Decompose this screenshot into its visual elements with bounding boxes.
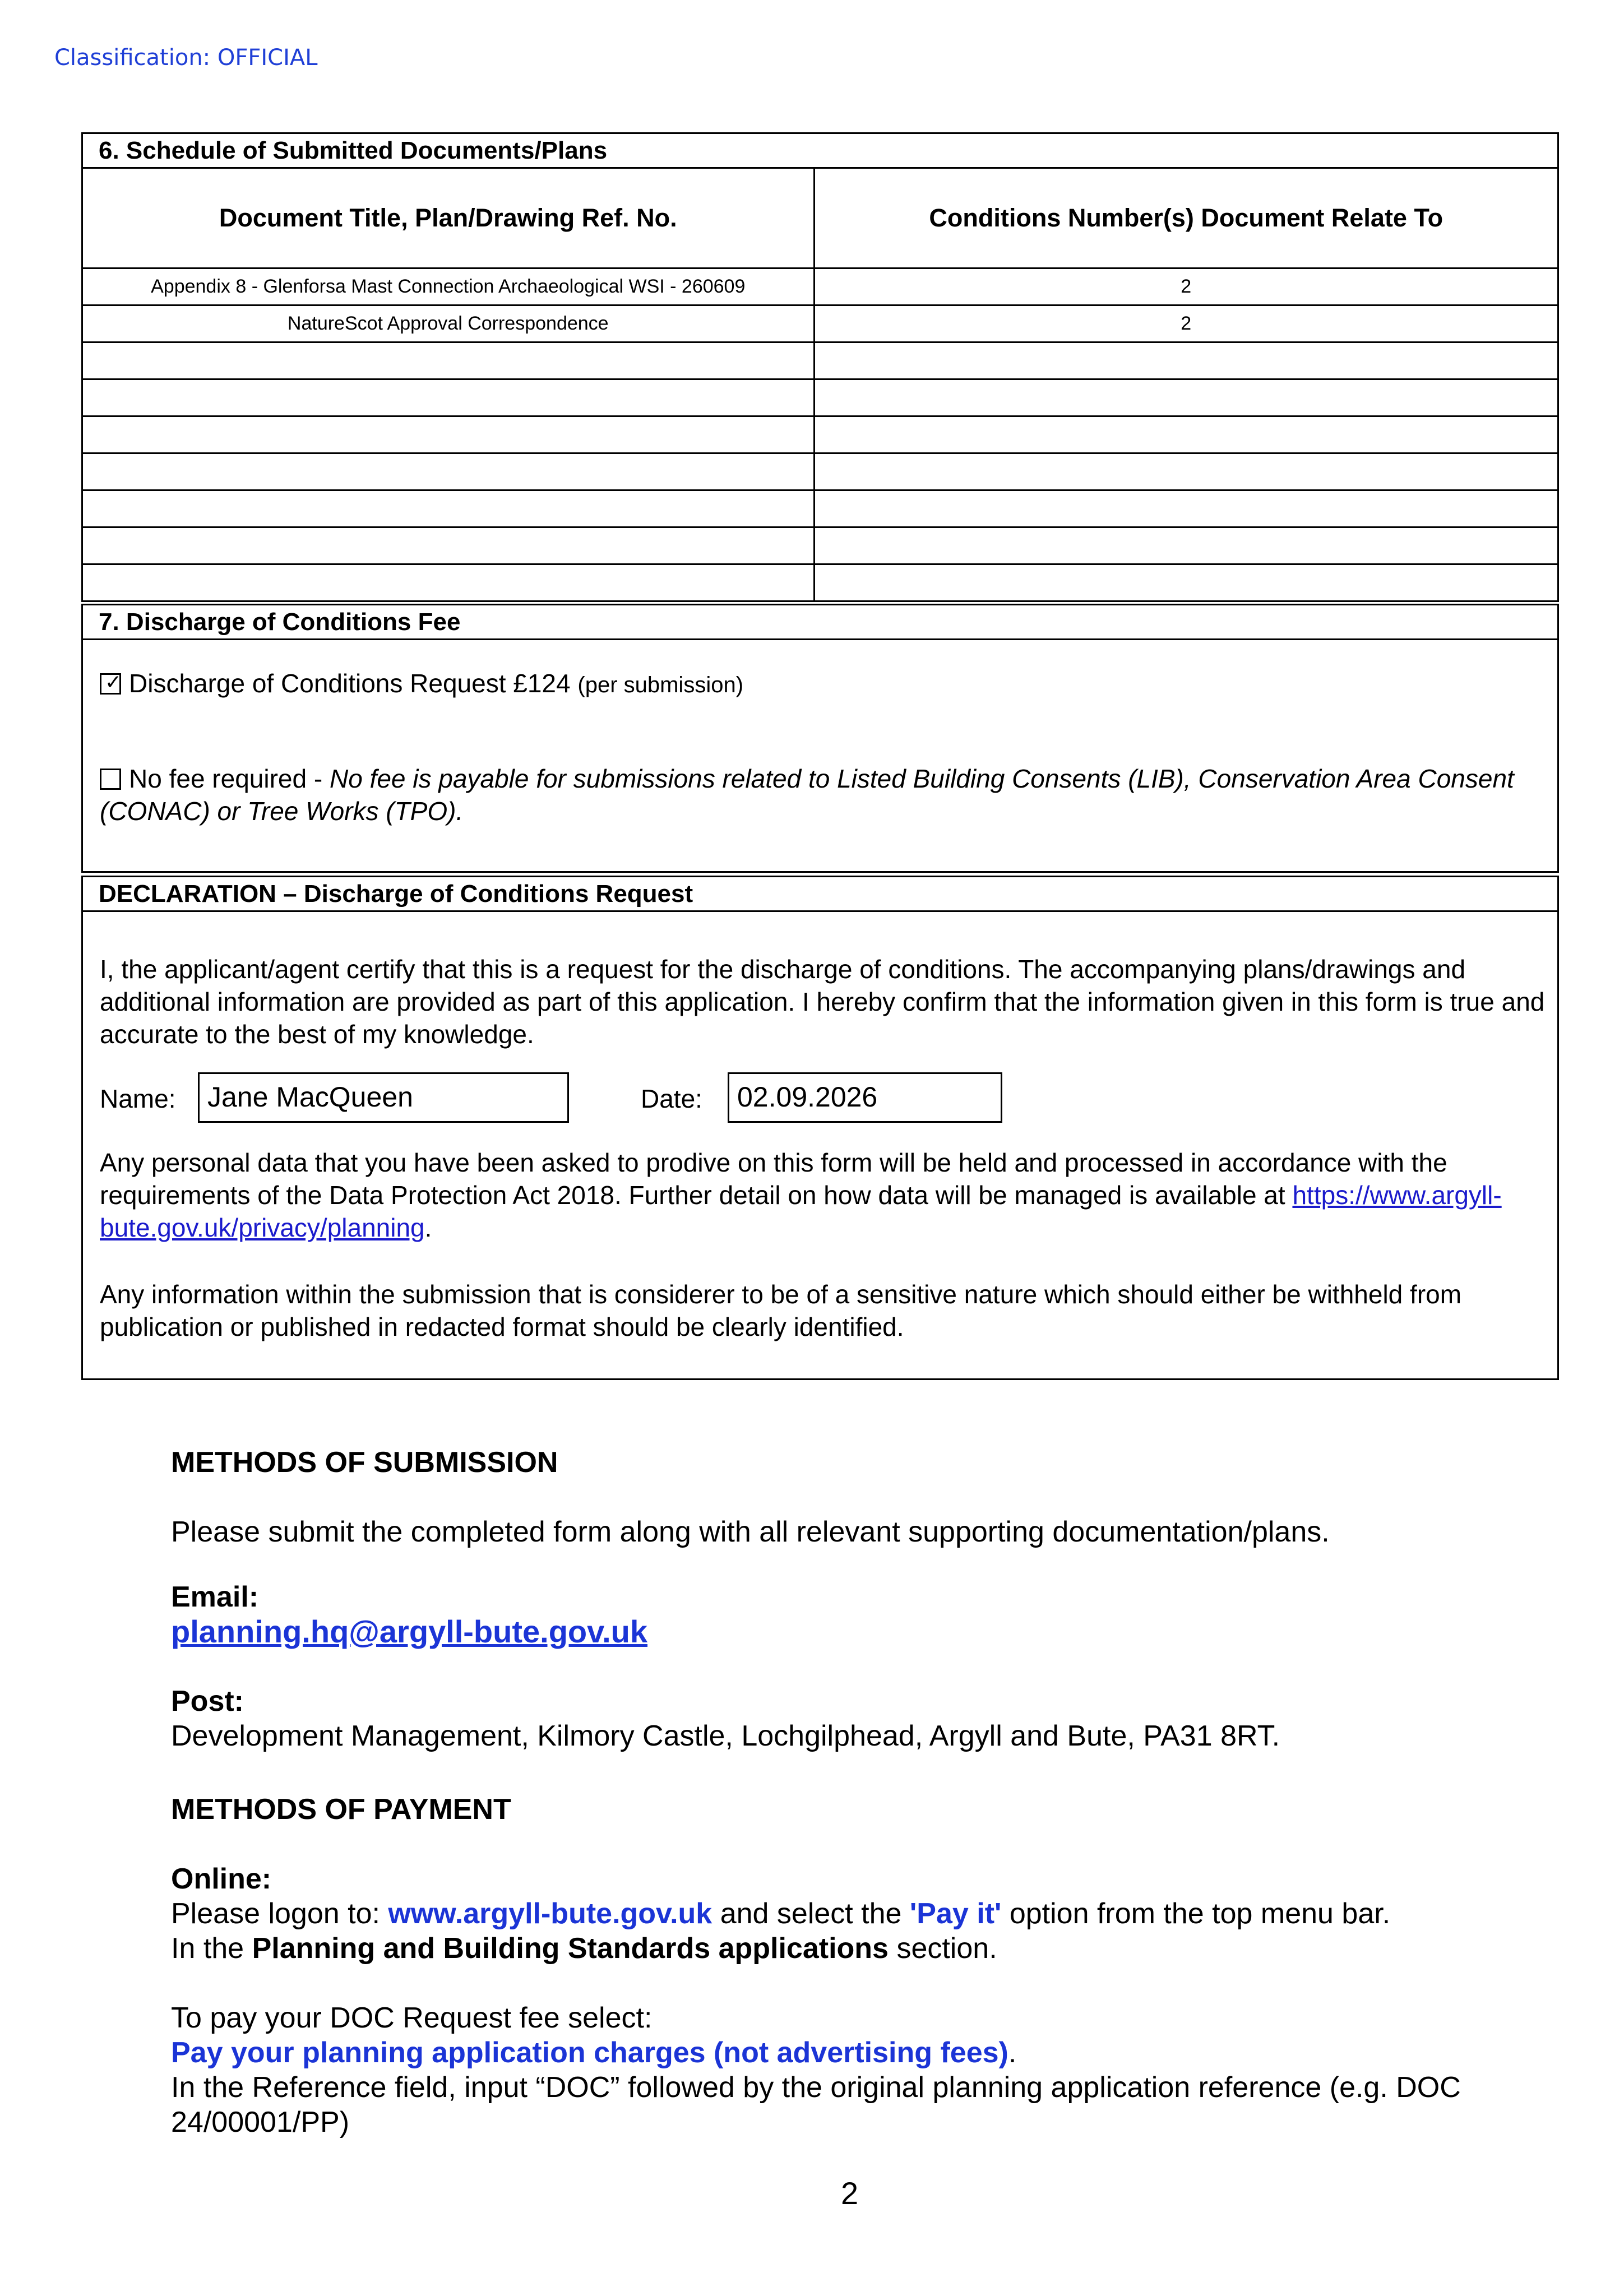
online-label: Online: [171,1863,272,1895]
discharge-fee-label: Discharge of Conditions Request £124 [129,669,571,698]
payment-instruction [171,1896,1528,1931]
date-field[interactable]: 02.09.2026 [728,1072,1002,1123]
fee-option-no-fee [100,762,1540,827]
data-protection-text: Any personal data that you have been asked to prodive on this form will be held and processed in accordance with the requirements of the Data Protection Act 2018. Further detail on how data will be managed is available at https://www.argyll-bute.gov.uk/privacy/planning. [100,1148,1502,1242]
doc-fee-text: To pay your DOC Request fee select: [171,2002,653,2034]
condition-cell[interactable] [814,416,1557,453]
classification-label: Classification: OFFICIAL [54,45,318,71]
in-the-text: In the [171,1932,244,1965]
document-cell[interactable] [83,379,814,416]
table-row [83,269,1557,305]
condition-cell[interactable] [814,490,1557,527]
no-fee-label: No fee required - [129,764,323,793]
table-row [83,342,1557,379]
document-cell[interactable] [83,453,814,490]
condition-cell[interactable]: 2 [814,269,1557,305]
condition-cell[interactable] [814,379,1557,416]
declaration-section [81,876,1559,1380]
col-header-document: Document Title, Plan/Drawing Ref. No. [83,169,814,269]
document-cell[interactable]: Appendix 8 - Glenforsa Mast Connection Archaeological WSI - 260609 [83,269,814,305]
payment-section-line [171,1931,1528,1966]
pay-link-line: Pay your planning application charges (not advertising fees). [171,2036,1017,2069]
sensitive-info-text: Any information within the submission that is considerer to be of a sensitive nature which should either be withheld from publication or published in redacted format should be clearly identified. [100,1280,1462,1341]
post-address: Development Management, Kilmory Castle, Lochgilphead, Argyll and Bute, PA31 8RT. [171,1720,1280,1752]
condition-cell[interactable] [814,564,1557,601]
reference-text: In the Reference field, input “DOC” followed by the original planning application reference (e.g. DOC 24/00001/PP) [171,2071,1461,2138]
name-label: Name: [100,1084,176,1113]
no-fee-note: No fee is payable for submissions related to Listed Building Consents (LIB), Conservation Area Consent (CONAC) or Tree Works (TPO). [100,764,1514,826]
no-fee-checkbox[interactable] [100,769,121,790]
select-text: and select the [720,1897,902,1930]
fee-title: 7. Discharge of Conditions Fee [83,605,1557,640]
declaration-title: DECLARATION – Discharge of Conditions Request [83,877,1557,912]
schedule-table [83,169,1557,600]
pay-charges-link[interactable]: Pay your planning application charges (not advertising fees) [171,2036,1008,2069]
table-row [83,453,1557,490]
date-label: Date: [641,1084,702,1113]
document-cell[interactable]: NatureScot Approval Correspondence [83,305,814,342]
payment-heading: METHODS OF PAYMENT [171,1793,511,1826]
condition-cell[interactable] [814,453,1557,490]
website-link[interactable]: www.argyll-bute.gov.uk [388,1897,712,1930]
fee-option-discharge [100,667,743,701]
document-cell[interactable] [83,342,814,379]
document-cell[interactable] [83,416,814,453]
checkmark-icon: ✓ [105,671,122,694]
submission-intro: Please submit the completed form along with all relevant supporting documentation/plans. [171,1516,1330,1548]
payment-section [171,1792,1528,2140]
document-cell[interactable] [83,564,814,601]
discharge-fee-checkbox[interactable] [100,673,121,695]
post-label: Post: [171,1685,244,1718]
data-protection-body: Any personal data that you have been asked to prodive on this form will be held and processed in accordance with the requirements of the Data Protection Act 2018. Further detail on how data will be managed is available at [100,1148,1447,1210]
pay-it-option: 'Pay it' [909,1897,1002,1930]
email-link[interactable]: planning.hq@argyll-bute.gov.uk [171,1614,648,1649]
document-cell[interactable] [83,527,814,564]
page-number: 2 [841,2175,859,2211]
name-field[interactable]: Jane MacQueen [198,1072,569,1123]
table-row [83,416,1557,453]
section-name: Planning and Building Standards applications [252,1932,889,1965]
condition-cell[interactable]: 2 [814,305,1557,342]
privacy-link[interactable]: https://www.argyll-bute.gov.uk/privacy/planning [100,1181,1502,1242]
schedule-section [81,132,1559,602]
submission-section [171,1445,1528,1753]
submission-heading: METHODS OF SUBMISSION [171,1446,558,1479]
declaration-text: I, the applicant/agent certify that this is a request for the discharge of conditions. The accompanying plans/drawings and additional information are provided as part of this application. I hereby confirm that the information given in this form is true and accurate to the best of my knowledge. [100,955,1545,1049]
discharge-fee-note: (per submission) [577,673,744,697]
table-row [83,564,1557,601]
col-header-conditions: Conditions Number(s) Document Relate To [814,169,1557,269]
table-row [83,305,1557,342]
schedule-header-row [83,169,1557,269]
email-label: Email: [171,1581,259,1613]
logon-prefix: Please logon to: [171,1897,380,1930]
fee-section [81,604,1559,873]
table-row [83,527,1557,564]
document-cell[interactable] [83,490,814,527]
table-row [83,490,1557,527]
section-suffix: section. [896,1932,997,1965]
table-row [83,379,1557,416]
condition-cell[interactable] [814,342,1557,379]
option-text: option from the top menu bar. [1009,1897,1391,1930]
condition-cell[interactable] [814,527,1557,564]
schedule-title: 6. Schedule of Submitted Documents/Plans [83,134,1557,169]
